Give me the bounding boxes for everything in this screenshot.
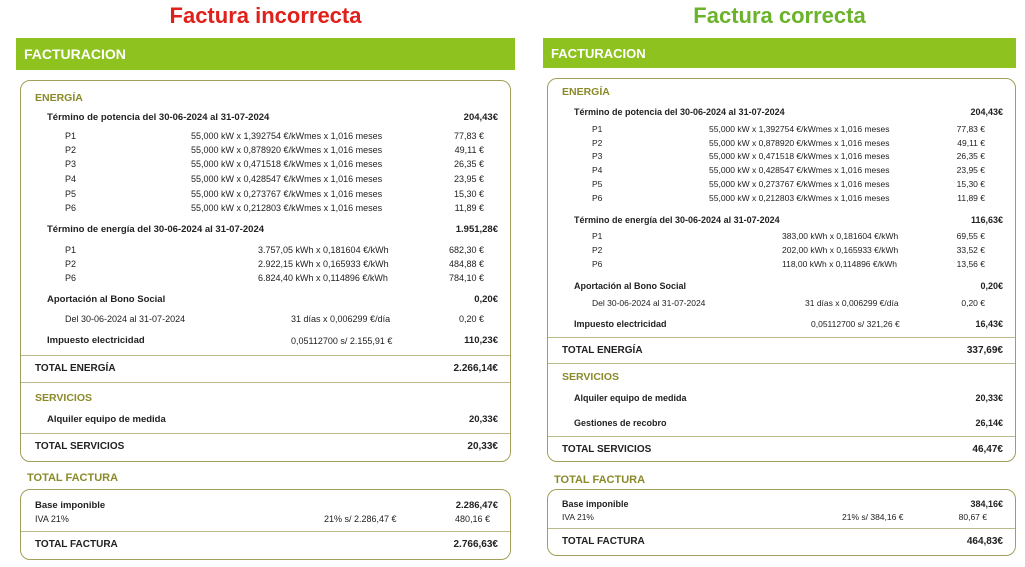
row-detail: 55,000 kW x 0,471518 €/kWmes x 1,016 meses: [191, 159, 383, 169]
iva-label: IVA 21%: [562, 512, 594, 522]
row-detail: 2.922,15 kWh x 0,165933 €/kWh: [258, 259, 389, 269]
row-amount: 49,11 €: [454, 145, 484, 155]
energia-label: Término de energía del 30-06-2024 al 31-07-2024: [574, 215, 780, 225]
energy-services-box: [547, 78, 1016, 462]
base-label: Base imponible: [562, 499, 629, 509]
row-amount: 26,35 €: [956, 151, 985, 161]
bono-detail: 31 días x 0,006299 €/día: [805, 298, 899, 308]
period-label: P5: [592, 179, 603, 189]
row-detail: 6.824,40 kWh x 0,114896 €/kWh: [258, 273, 388, 283]
row-detail: 55,000 kW x 0,471518 €/kWmes x 1,016 meses: [709, 151, 890, 161]
period-label: P3: [592, 151, 603, 161]
column-title: Factura correcta: [693, 3, 866, 28]
iva-label: IVA 21%: [35, 514, 69, 524]
row-amount: 77,83 €: [956, 124, 985, 134]
row-detail: 202,00 kWh x 0,165933 €/kWh: [782, 245, 899, 255]
row-detail: 55,000 kW x 0,212803 €/kWmes x 1,016 meses: [191, 203, 383, 213]
service-label: Alquiler equipo de medida: [47, 414, 166, 425]
bono-amount: 0,20 €: [458, 314, 484, 324]
divider: [548, 337, 1015, 338]
row-amount: 23,95 €: [956, 165, 985, 175]
total-factura-title: TOTAL FACTURA: [554, 474, 646, 486]
period-label: P4: [592, 165, 603, 175]
total-servicios-label: TOTAL SERVICIOS: [35, 441, 125, 452]
row-amount: 784,10 €: [448, 273, 484, 283]
base-label: Base imponible: [35, 500, 106, 511]
row-amount: 26,35 €: [453, 159, 484, 169]
bono-total: 0,20€: [474, 294, 498, 305]
row-detail: 55,000 kW x 0,273767 €/kWmes x 1,016 meses: [709, 179, 890, 189]
total-factura-box: [547, 489, 1016, 556]
row-amount: 11,89 €: [957, 193, 985, 203]
row-detail: 55,000 kW x 0,428547 €/kWmes x 1,016 meses: [709, 165, 890, 175]
base-amount: 2.286,47€: [455, 500, 498, 511]
period-label: P2: [65, 145, 77, 155]
period-label: P4: [65, 174, 77, 184]
bono-amount: 0,20 €: [961, 298, 985, 308]
period-label: P6: [65, 273, 77, 283]
period-label: P2: [592, 138, 603, 148]
energia-total: 116,63€: [970, 215, 1003, 225]
energia-label: Término de energía del 30-06-2024 al 31-07-2024: [47, 224, 265, 235]
facturacion-header: FACTURACION: [543, 38, 1016, 68]
period-label: P2: [65, 259, 77, 269]
facturacion-header: FACTURACION: [16, 38, 515, 70]
total-factura-label: TOTAL FACTURA: [35, 539, 118, 550]
base-amount: 384,16€: [970, 499, 1003, 509]
divider: [21, 531, 510, 532]
total-factura-title: TOTAL FACTURA: [27, 472, 119, 484]
total-energia-label: TOTAL ENERGÍA: [562, 345, 643, 356]
row-amount: 77,83 €: [453, 131, 484, 141]
potencia-total: 204,43€: [463, 112, 498, 123]
service-amount: 20,33€: [468, 414, 498, 425]
service-label: Gestiones de recobro: [574, 418, 667, 428]
period-label: P5: [65, 189, 77, 199]
row-amount: 23,95 €: [453, 174, 484, 184]
total-energia-amount: 2.266,14€: [453, 363, 498, 374]
section-energia: ENERGÍA: [562, 86, 610, 98]
impuesto-detail: 0,05112700 s/ 321,26 €: [811, 319, 900, 329]
total-energia-label: TOTAL ENERGÍA: [35, 363, 116, 374]
impuesto-label: Impuesto electricidad: [574, 319, 667, 329]
period-label: P1: [592, 231, 603, 241]
row-amount: 33,52 €: [956, 245, 985, 255]
divider: [21, 433, 510, 434]
total-factura-amount: 464,83€: [966, 536, 1003, 547]
section-servicios: SERVICIOS: [562, 371, 619, 383]
period-label: P6: [592, 259, 603, 269]
period-label: P1: [592, 124, 603, 134]
row-detail: 55,000 kW x 0,878920 €/kWmes x 1,016 meses: [709, 138, 890, 148]
total-servicios-label: TOTAL SERVICIOS: [562, 444, 652, 455]
row-detail: 3.757,05 kWh x 0,181604 €/kWh: [258, 245, 389, 255]
column-title: Factura incorrecta: [169, 3, 362, 28]
energia-total: 1.951,28€: [455, 224, 498, 235]
row-detail: 118,00 kWh x 0,114896 €/kWh: [782, 259, 897, 269]
divider: [548, 363, 1015, 364]
bono-label: Aportación al Bono Social: [47, 294, 166, 305]
row-amount: 484,88 €: [448, 259, 484, 269]
total-factura-label: TOTAL FACTURA: [562, 536, 645, 547]
bono-period: Del 30-06-2024 al 31-07-2024: [65, 314, 186, 324]
period-label: P1: [65, 131, 77, 141]
divider: [548, 528, 1015, 529]
total-factura-box: [20, 489, 511, 560]
iva-amount: 480,16 €: [454, 514, 490, 524]
impuesto-amount: 110,23€: [464, 335, 498, 346]
impuesto-detail: 0,05112700 s/ 2.155,91 €: [291, 336, 393, 346]
row-amount: 13,56 €: [956, 259, 985, 269]
service-label: Alquiler equipo de medida: [574, 393, 687, 403]
total-servicios-amount: 20,33€: [467, 441, 498, 452]
iva-detail: 21% s/ 384,16 €: [842, 512, 904, 522]
divider: [21, 382, 510, 383]
period-label: P3: [65, 159, 77, 169]
bono-total: 0,20€: [980, 281, 1003, 291]
row-amount: 69,55 €: [956, 231, 985, 241]
period-label: P6: [65, 203, 77, 213]
total-servicios-amount: 46,47€: [972, 444, 1003, 455]
row-detail: 55,000 kW x 1,392754 €/kWmes x 1,016 meses: [191, 131, 383, 141]
row-amount: 15,30 €: [453, 189, 484, 199]
section-energia: ENERGÍA: [35, 92, 83, 104]
period-label: P2: [592, 245, 603, 255]
potencia-label: Término de potencia del 30-06-2024 al 31-07-2024: [574, 107, 785, 117]
iva-amount: 80,67 €: [958, 512, 987, 522]
potencia-total: 204,43€: [970, 107, 1003, 117]
iva-detail: 21% s/ 2.286,47 €: [324, 514, 397, 524]
row-amount: 15,30 €: [956, 179, 985, 189]
services-box: [20, 80, 511, 462]
row-detail: 55,000 kW x 1,392754 €/kWmes x 1,016 meses: [709, 124, 890, 134]
row-detail: 55,000 kW x 0,428547 €/kWmes x 1,016 meses: [191, 174, 383, 184]
divider: [548, 436, 1015, 437]
row-amount: 682,30 €: [448, 245, 484, 255]
total-factura-amount: 2.766,63€: [453, 539, 498, 550]
impuesto-amount: 16,43€: [975, 319, 1003, 329]
row-detail: 383,00 kWh x 0,181604 €/kWh: [782, 231, 899, 241]
row-detail: 55,000 kW x 0,878920 €/kWmes x 1,016 meses: [191, 145, 383, 155]
period-label: P6: [592, 193, 603, 203]
row-detail: 55,000 kW x 0,273767 €/kWmes x 1,016 meses: [191, 189, 383, 199]
bono-label: Aportación al Bono Social: [574, 281, 687, 291]
divider: [21, 355, 510, 356]
row-detail: 55,000 kW x 0,212803 €/kWmes x 1,016 meses: [709, 193, 890, 203]
potencia-label: Término de potencia del 30-06-2024 al 31-07-2024: [47, 112, 270, 123]
period-label: P1: [65, 245, 77, 255]
service-amount: 20,33€: [975, 393, 1003, 403]
bono-period: Del 30-06-2024 al 31-07-2024: [592, 298, 706, 308]
row-amount: 11,89 €: [454, 203, 484, 213]
section-servicios: SERVICIOS: [35, 392, 92, 404]
service-amount: 26,14€: [975, 418, 1003, 428]
impuesto-label: Impuesto electricidad: [47, 335, 145, 346]
bono-detail: 31 días x 0,006299 €/día: [291, 314, 391, 324]
row-amount: 49,11 €: [957, 138, 985, 148]
total-energia-amount: 337,69€: [966, 345, 1003, 356]
